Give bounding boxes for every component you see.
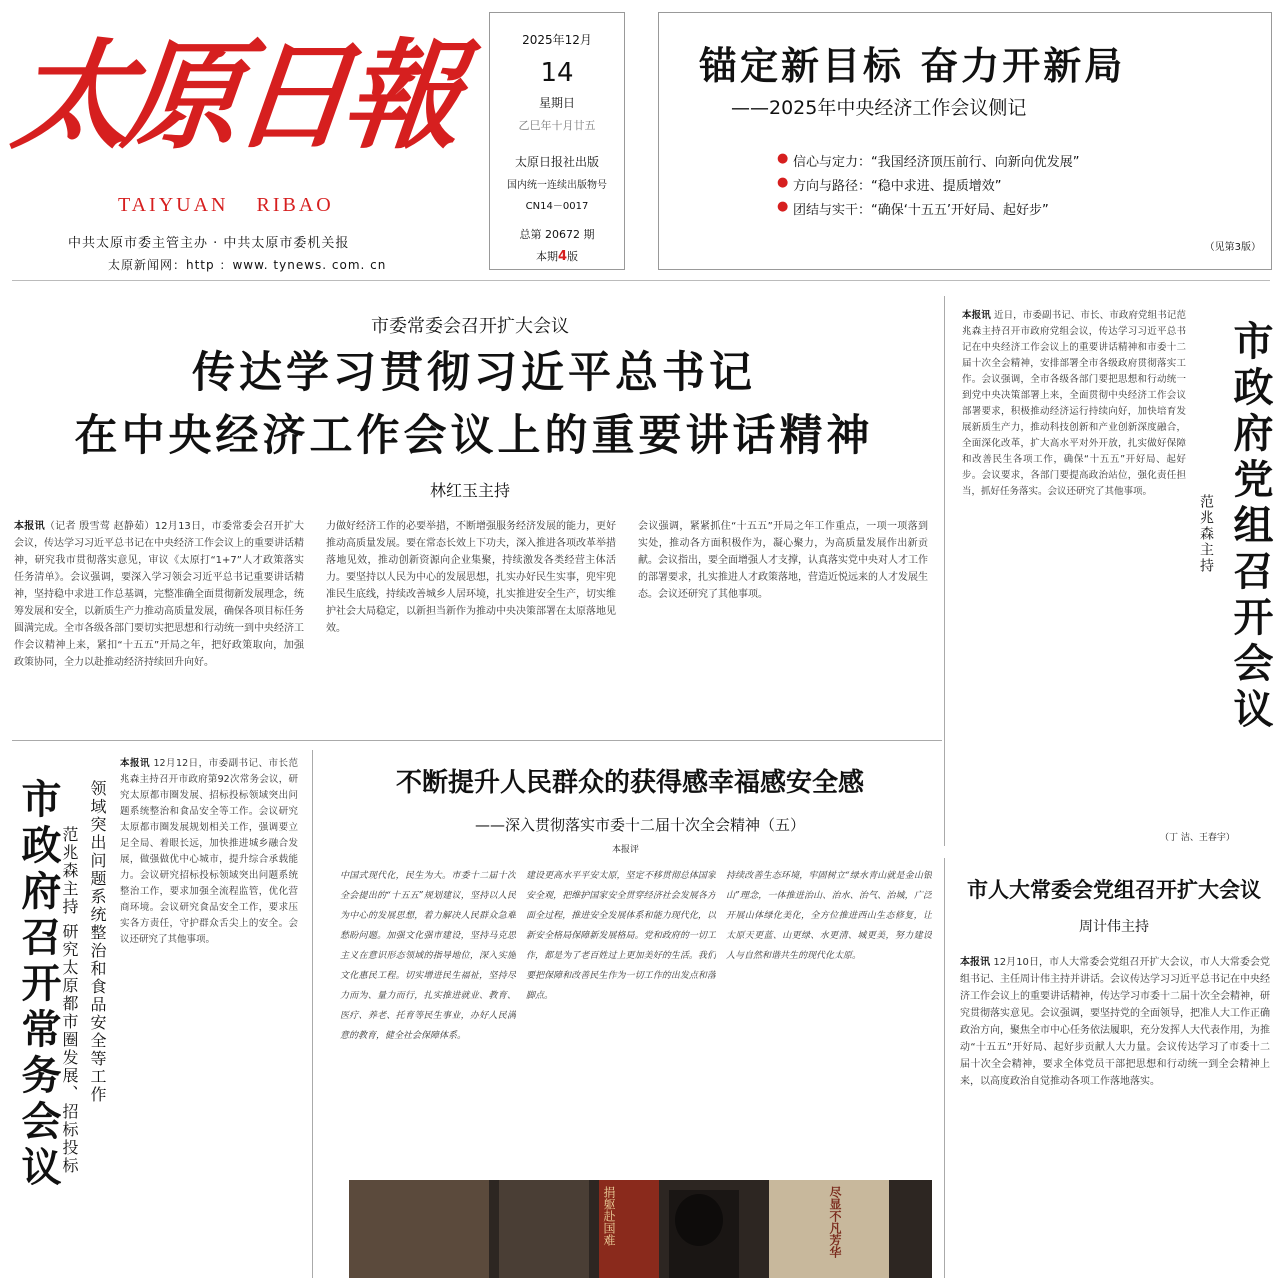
masthead-divider (12, 280, 1270, 281)
lead-kicker: 市委常委会召开扩大会议 (371, 316, 569, 337)
lead-body-col1 (14, 518, 304, 730)
npc-article-body (960, 954, 1270, 1278)
commentary-headline[interactable]: 不断提升人民群众的获得感幸福感安全感 (395, 768, 864, 798)
date-lunar: 乙巳年十月廿五 (518, 119, 596, 132)
right-host: 范兆森主持 (1198, 494, 1214, 574)
see-page-note: （见第3版） (1204, 242, 1261, 253)
commentary-subtitle: ——深入贯彻落实市委十二届十次全会精神（五） (474, 816, 805, 834)
cn-number: CN14－0017 (525, 201, 589, 212)
column-divider (944, 858, 945, 1278)
masthead-logo: 太原日報 (6, 26, 462, 165)
lead-headline[interactable] (14, 342, 934, 468)
pinyin-taiyuan: TAIYUAN (118, 194, 229, 216)
news-photo (349, 1180, 932, 1278)
lead-headline-line1[interactable]: 传达学习贯彻习近平总书记 (192, 348, 756, 398)
lead-host: 林红玉主持 (429, 481, 510, 500)
masthead-pinyin (118, 194, 362, 217)
npc-headline[interactable]: 市人大常委会党组召开扩大会议 (967, 878, 1261, 902)
left-byline: 本报讯 (120, 758, 150, 769)
lead-body-col2: 力做好经济工作的必要举措，不断增强服务经济发展的能力，更好推动高质量发展。要在常态长效上下功夫，深入推进各项改革举措落地见效，推动创新资源向企业集聚，持续激发各类经营主体活力。要坚持以人民为中心的发展思想，扎实办好民生实事，兜牢兜准民生底线，持续改善城乡人居环境，扎实推进安全生产，切实维护社会大局稳定，以新担当新作为推动中央决策部署在太原落地见效。 (326, 521, 616, 634)
npc-host: 周计伟主持 (1079, 919, 1149, 935)
top-story-box[interactable] (658, 12, 1272, 270)
pages-suffix: 版 (567, 250, 579, 263)
commentary-col3: 持续改善生态环境，牢固树立“绿水青山就是金山银山”理念，一体推进治山、治水、治气、治城，广泛开展山体绿化美化，全方位推进西山生态修复，让太原天更蓝、山更绿、水更清、城更美，努力建设人与自然和谐共生的现代化太原。 (726, 871, 932, 961)
photo-caption-2: 尽显不凡芳华 (828, 1186, 842, 1258)
lead-body-col3: 会议强调，紧紧抓住“十五五”开局之年工作重点，一项一项落到实处，推动各方面积极作为，凝心聚力，为高质量发展作出新贡献。会议指出，要全面增强人才支撑，认真落实党中央对人才工作的部署要求，扎实推进人才政策落地，营造近悦远来的人才发展生态。会议还研究了其他事项。 (638, 521, 928, 600)
left-body-text: 12月12日，市委副书记、市长范兆森主持召开市政府第92次常务会议，研究太原都市圈发展、招标投标领域突出问题系统整治和食品安全等工作。会议研究太原都市圈发展规划相关工作，强调要立足全局、着眼长远，加快推进城乡融合发展，做强做优中心城市，提升综合承载能力。会议研究招标投标领域突出问题系统整治工作，要求加强全流程监管，优化营商环境。会议研究食品安全工作，要求压实各方责任，守护群众舌尖上的安全。会议还研究了其他事项。 (120, 758, 298, 945)
serial-label: 国内统一连续出版物号 (507, 180, 607, 191)
lead-headline-line2[interactable]: 在中央经济工作会议上的重要讲话精神 (74, 411, 874, 461)
masthead-website[interactable]: 太原新闻网：http ：www. tynews. com. cn (108, 258, 387, 272)
npc-byline: 本报讯 (960, 957, 991, 968)
date-year-month: 2025年12月 (522, 33, 592, 47)
pages-count: 4 (557, 249, 568, 264)
section-divider (12, 740, 942, 741)
top-story-bullet[interactable]: ● 团结与实干：“确保‘十五五’开好局、起好步” (793, 199, 1049, 218)
top-story-bullet[interactable]: ● 信心与定力：“我国经济顶压前行、向新向优发展” (793, 151, 1079, 170)
left-topics: 领域突出问题系统整治和食品安全等工作 (88, 780, 107, 1104)
masthead-sponsor: 中共太原市委主管主办 · 中共太原市委机关报 (68, 236, 350, 251)
date-weekday: 星期日 (538, 96, 575, 110)
commentary-col1: 中国式现代化，民生为大。市委十二届十次全会提出的“十五五”规划建议，坚持以人民为中心的发展思想，着力解决人民群众急难愁盼问题。加强文化强市建设，坚持马克思主义在意识形态领域的指导地位，深入实施文化惠民工程。切实增进民生福祉，坚持尽力而为、量力而行，扎实推进就业、教育、医疗、养老、托育等民生事业，办好人民满意的教育，健全社会保障体系。 (340, 871, 516, 1041)
date-day: 14 (540, 58, 574, 88)
left-article-body (120, 756, 298, 1274)
top-story-title[interactable]: 锚定新目标 奋力开新局 (699, 44, 1126, 88)
right-article-body (962, 308, 1186, 848)
top-story-bullet[interactable]: ● 方向与路径：“稳中求进、提质增效” (793, 175, 1001, 194)
page-count (490, 248, 624, 264)
right-body-text: 近日，市委副书记、市长、市政府党组书记范兆森主持召开市政府党组会议，传达学习习近平总书记在中央经济工作会议上的重要讲话精神和市委十二届十次全会精神，安排部署全市各级政府贯彻落实工作。会议强调，全市各级各部门要把思想和行动统一到党中央决策部署上来，全面贯彻中央经济工作会议部署要求，积极推动经济运行持续向好，加快培育发展新质生产力，推动科技创新和产业创新深度融合，全面深化改革，扩大高水平对外开放，扎实做好保障和改善民生各项工作，确保“十五五”开好局、起好步。会议要求，各部门要提高政治站位，强化责任担当，抓好任务落实。会议还研究了其他事项。 (962, 310, 1186, 497)
column-divider (944, 296, 945, 846)
right-credit: （丁 洁、王春宇） (1160, 833, 1235, 843)
top-story-subtitle: ——2025年中央经济工作会议侧记 (731, 97, 1027, 119)
right-headline[interactable]: 市政府党组召开会议 (1227, 320, 1273, 734)
pages-prefix: 本期 (535, 250, 558, 263)
lead-byline: 本报讯 (14, 521, 45, 532)
right-byline: 本报讯 (962, 310, 991, 321)
photo-caption-1: 捐躯赴国难 (602, 1186, 616, 1246)
lead-col1-text: （记者 殷雪莺 赵静茹）12月13日，市委常委会召开扩大会议，传达学习习近平总书记在中央经济工作会议上的重要讲话精神，研究我市贯彻落实意见，审议《太原打“1+7”人才政策落实任务清单》。会议强调，要深入学习领会习近平总书记重要讲话精神，坚持稳中求进工作总基调，完整准确全面贯彻新发展理念，统筹发展和安全，以新质生产力推动高质量发展，确保各项目标任务圆满完成。全市各级各部门要切实把思想和行动统一到中央经济工作会议精神上来，紧扣“十五五”开局之年，把好政策取向，加强政策协同，全力以赴推动经济持续回升向好。 (14, 521, 304, 668)
commentary-author: 本报评 (612, 845, 640, 855)
date-box (489, 12, 625, 270)
npc-body-text: 12月10日，市人大常委会党组召开扩大会议，市人大常委会党组书记、主任周计伟主持并讲话。会议传达学习习近平总书记在中央经济工作会议上的重要讲话精神，传达学习市委十二届十次全会精神，研究贯彻落实意见。会议强调，要坚持党的全面领导，把准人大工作正确政治方向，聚焦全市中心任务依法履职，充分发挥人大代表作用，为推动“十五五”开好局、起好步贡献人大力量。会议传达学习了市委十二届十次全会精神，要求全体党员干部把思想和行动统一到全会精神上来，以高度政治自觉推动各项工作落地落实。 (960, 957, 1270, 1087)
issue-total: 总第 20672 期 (519, 228, 595, 241)
left-headline[interactable]: 市政府召开常务会议 (15, 778, 61, 1192)
commentary-col2: 建设更高水平平安太原，坚定不移贯彻总体国家安全观，把维护国家安全贯穿经济社会发展各方面全过程，推进安全发展体系和能力现代化，以新安全格局保障新发展格局。党和政府的一切工作，都是为了老百姓过上更加美好的生活。我们要把保障和改善民生作为一切工作的出发点和落脚点。 (526, 871, 716, 1001)
publisher: 太原日报社出版 (514, 155, 599, 169)
photo-illustration (349, 1180, 932, 1278)
pinyin-ribao: RIBAO (256, 194, 334, 216)
left-host-topics: 范兆森主持 研究太原都市圈发展、招标投标 (60, 826, 79, 1176)
column-divider (312, 750, 313, 1278)
